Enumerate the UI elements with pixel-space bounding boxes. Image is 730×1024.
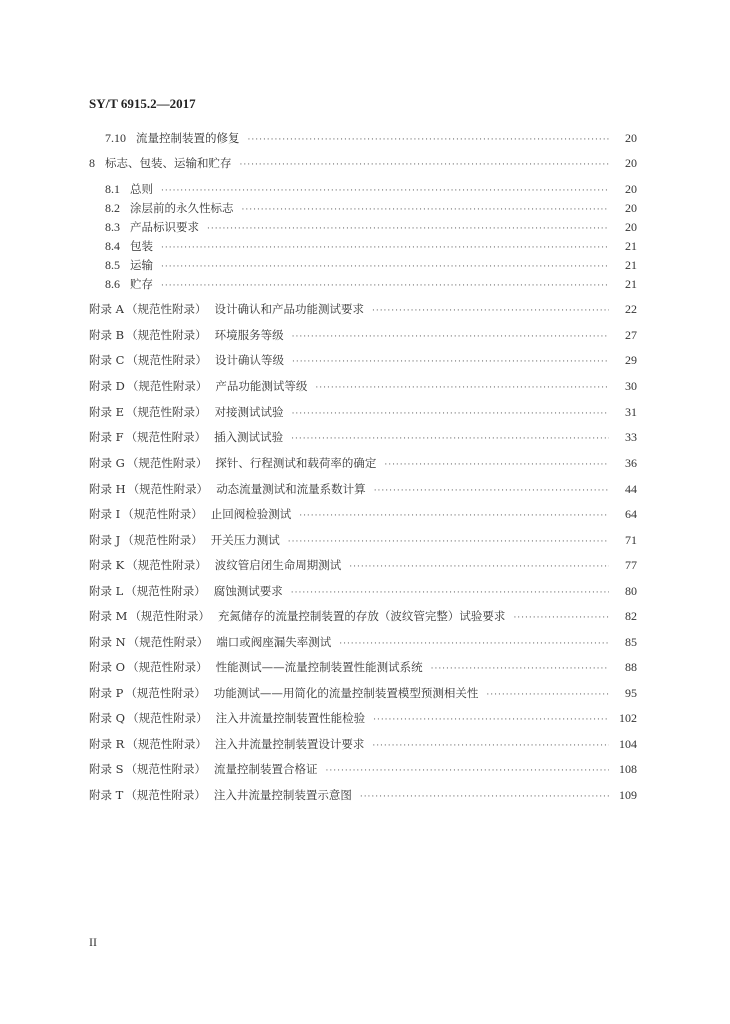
toc-entry-page: 85 [625, 635, 637, 649]
appendix-type: （规范性附录） [125, 584, 206, 598]
appendix-label: 附录 Q [89, 711, 126, 725]
appendix-label: 附录 F [89, 430, 124, 444]
toc-entry-page: 108 [619, 762, 637, 776]
appendix-label: 附录 I [89, 507, 121, 521]
leader-dots [486, 687, 609, 703]
toc-entry-appendix[interactable] [89, 404, 637, 422]
document-standard-number: SY/T 6915.2—2017 [89, 96, 196, 111]
toc-entry-page: 88 [625, 660, 637, 674]
toc-entry-page: 82 [625, 609, 637, 623]
toc-entry-title: 波纹管启闭生命周期测试 [214, 558, 342, 572]
toc-entry-title: 包装 [130, 239, 153, 253]
toc-entry-appendix[interactable] [89, 710, 637, 728]
toc-entry-number: 8.6 [105, 277, 120, 291]
toc-entry-page: 27 [625, 328, 637, 342]
toc-entry-appendix[interactable] [89, 736, 637, 754]
toc-entry-page: 77 [625, 558, 637, 572]
leader-dots [248, 132, 610, 148]
leader-dots [339, 636, 609, 652]
appendix-label: 附录 B [89, 328, 125, 342]
appendix-label: 附录 T [89, 788, 124, 802]
toc-entry-page: 20 [625, 182, 637, 196]
toc-entry-page: 104 [619, 737, 637, 751]
toc-entry-page: 109 [619, 788, 637, 802]
toc-entry-appendix[interactable] [89, 532, 637, 550]
toc-entry-appendix[interactable] [89, 583, 637, 601]
leader-dots [360, 789, 609, 805]
appendix-label: 附录 N [89, 635, 126, 649]
leader-dots [291, 431, 609, 447]
leader-dots [326, 763, 609, 779]
appendix-type: （规范性附录） [127, 482, 209, 496]
leader-dots [161, 278, 609, 294]
toc-entry-appendix[interactable] [89, 634, 637, 652]
toc-entry-number: 8.3 [105, 220, 120, 234]
leader-dots [240, 157, 610, 173]
toc-entry-appendix[interactable] [89, 506, 637, 524]
toc-entry-appendix[interactable] [89, 301, 637, 319]
appendix-type: （规范性附录） [126, 353, 207, 367]
appendix-type: （规范性附录） [126, 405, 207, 419]
toc-entry[interactable] [105, 238, 637, 256]
toc-entry-page: 36 [625, 456, 637, 470]
toc-entry[interactable] [105, 276, 637, 294]
toc-entry-page: 64 [625, 507, 637, 521]
toc-entry-title: 总则 [130, 182, 153, 196]
toc-entry-title: 探针、行程测试和载荷率的确定 [215, 456, 377, 470]
toc-entry[interactable] [105, 200, 637, 218]
toc-entry-appendix[interactable] [89, 378, 637, 396]
appendix-type: （规范性附录） [127, 711, 208, 725]
appendix-label: 附录 K [89, 558, 125, 572]
leader-dots [292, 354, 609, 370]
toc-entry-page: 21 [625, 277, 637, 291]
toc-entry-number: 8.4 [105, 239, 120, 253]
toc-entry[interactable] [105, 257, 637, 275]
appendix-label: 附录 E [89, 405, 125, 419]
leader-dots [207, 221, 609, 237]
toc-entry-title: 流量控制装置合格证 [214, 762, 318, 776]
toc-entry-page: 31 [625, 405, 637, 419]
appendix-label: 附录 S [89, 762, 124, 776]
toc-entry-number: 8.1 [105, 182, 120, 196]
toc-entry-page: 44 [625, 482, 637, 496]
toc-entry-page: 29 [625, 353, 637, 367]
appendix-label: 附录 C [89, 353, 125, 367]
toc-entry-title: 贮存 [130, 277, 153, 291]
toc-entry-page: 30 [625, 379, 637, 393]
leader-dots [242, 202, 610, 218]
appendix-type: （规范性附录） [125, 430, 207, 444]
leader-dots [161, 183, 609, 199]
appendix-label: 附录 G [89, 456, 125, 470]
appendix-label: 附录 A [89, 302, 124, 316]
toc-entry-page: 71 [625, 533, 637, 547]
toc-entry-appendix[interactable] [89, 761, 637, 779]
toc-entry-title: 流量控制装置的修复 [136, 131, 240, 145]
toc-entry-appendix[interactable] [89, 327, 637, 345]
appendix-label: 附录 L [89, 584, 124, 598]
toc-entry[interactable] [89, 155, 637, 173]
leader-dots [431, 661, 609, 677]
leader-dots [384, 457, 609, 473]
toc-entry[interactable] [105, 181, 637, 199]
toc-entry-page: 22 [625, 302, 637, 316]
appendix-label: 附录 R [89, 737, 125, 751]
appendix-type: （规范性附录） [122, 507, 203, 521]
toc-entry-page: 20 [625, 201, 637, 215]
leader-dots [372, 303, 609, 319]
toc-entry-appendix[interactable] [89, 481, 637, 499]
appendix-label: 附录 P [89, 686, 124, 700]
toc-entry-page: 102 [619, 711, 637, 725]
toc-entry-title: 标志、包装、运输和贮存 [105, 156, 232, 170]
toc-entry-appendix[interactable] [89, 352, 637, 370]
toc-entry-title: 端口或阀座漏失率测试 [216, 635, 332, 649]
toc-entry[interactable] [105, 130, 637, 148]
leader-dots [513, 610, 609, 626]
toc-entry-title: 涂层前的永久性标志 [130, 201, 234, 215]
appendix-type: （规范性附录） [127, 635, 209, 649]
toc-entry-page: 80 [625, 584, 637, 598]
toc-entry-page: 20 [625, 156, 637, 170]
toc-entry-appendix[interactable] [89, 455, 637, 473]
appendix-type: （规范性附录） [127, 660, 208, 674]
leader-dots [374, 483, 609, 499]
page-number: II [89, 935, 97, 949]
appendix-type: （规范性附录） [126, 328, 207, 342]
appendix-label: 附录 H [89, 482, 126, 496]
toc-entry-title: 腐蚀测试要求 [213, 584, 283, 598]
leader-dots [349, 559, 609, 575]
toc-entry-number: 8.5 [105, 258, 120, 272]
toc-entry-title: 动态流量测试和流量系数计算 [216, 482, 366, 496]
toc-entry-appendix[interactable] [89, 429, 637, 447]
toc-entry-number: 8 [89, 156, 95, 170]
toc-entry-title: 开关压力测试 [210, 533, 280, 547]
toc-entry-title: 插入测试试验 [214, 430, 284, 444]
toc-entry-title: 止回阀检验测试 [210, 507, 292, 521]
toc-entry-page: 20 [625, 131, 637, 145]
toc-entry-title: 性能测试——流量控制装置性能测试系统 [215, 660, 423, 674]
toc-entry-page: 21 [625, 258, 637, 272]
leader-dots [292, 406, 609, 422]
appendix-type: （规范性附录） [125, 762, 207, 776]
appendix-type: （规范性附录） [126, 737, 207, 751]
leader-dots [291, 585, 609, 601]
toc-entry-page: 95 [625, 686, 637, 700]
appendix-type: （规范性附录） [126, 379, 208, 393]
toc-entry-title: 设计确认和产品功能测试要求 [214, 302, 364, 316]
leader-dots [161, 240, 609, 256]
toc-entry-page: 33 [625, 430, 637, 444]
appendix-type: （规范性附录） [129, 609, 210, 623]
toc-entry-title: 设计确认等级 [214, 353, 284, 367]
toc-entry-title: 注入井流量控制装置设计要求 [214, 737, 365, 751]
toc-entry-title: 对接测试试验 [214, 405, 284, 419]
leader-dots [372, 738, 609, 754]
appendix-label: 附录 D [89, 379, 125, 393]
toc-entry-title: 产品标识要求 [130, 220, 199, 234]
toc-entry-appendix[interactable] [89, 557, 637, 575]
toc-entry[interactable] [105, 219, 637, 237]
leader-dots [161, 259, 609, 275]
toc-entry-title: 运输 [130, 258, 153, 272]
leader-dots [373, 712, 609, 728]
toc-entry-title: 注入井流量控制装置示意图 [213, 788, 352, 802]
leader-dots [315, 380, 609, 396]
appendix-type: （规范性附录） [125, 788, 206, 802]
appendix-type: （规范性附录） [126, 456, 208, 470]
toc-entry-page: 20 [625, 220, 637, 234]
toc-entry-appendix[interactable] [89, 685, 637, 703]
toc-entry-title: 注入井流量控制装置性能检验 [215, 711, 366, 725]
appendix-label: 附录 J [89, 533, 121, 547]
toc-entry-title: 功能测试——用简化的流量控制装置模型预测相关性 [213, 686, 479, 700]
toc-entry-title: 产品功能测试等级 [215, 379, 308, 393]
toc-entry-title: 充氮储存的流量控制装置的存放（波纹管完整）试验要求 [217, 609, 506, 623]
appendix-type: （规范性附录） [125, 686, 206, 700]
toc-entry-appendix[interactable] [89, 608, 637, 626]
toc-entry-number: 8.2 [105, 201, 120, 215]
toc-entry-appendix[interactable] [89, 659, 637, 677]
toc-entry-number: 7.10 [105, 131, 126, 145]
appendix-type: （规范性附录） [125, 302, 207, 316]
leader-dots [299, 508, 609, 524]
appendix-label: 附录 O [89, 660, 126, 674]
leader-dots [288, 534, 609, 550]
appendix-label: 附录 M [89, 609, 128, 623]
toc-entry-title: 环境服务等级 [214, 328, 284, 342]
appendix-type: （规范性附录） [122, 533, 203, 547]
leader-dots [292, 329, 609, 345]
appendix-type: （规范性附录） [126, 558, 207, 572]
toc-entry-appendix[interactable] [89, 787, 637, 805]
toc-entry-page: 21 [625, 239, 637, 253]
